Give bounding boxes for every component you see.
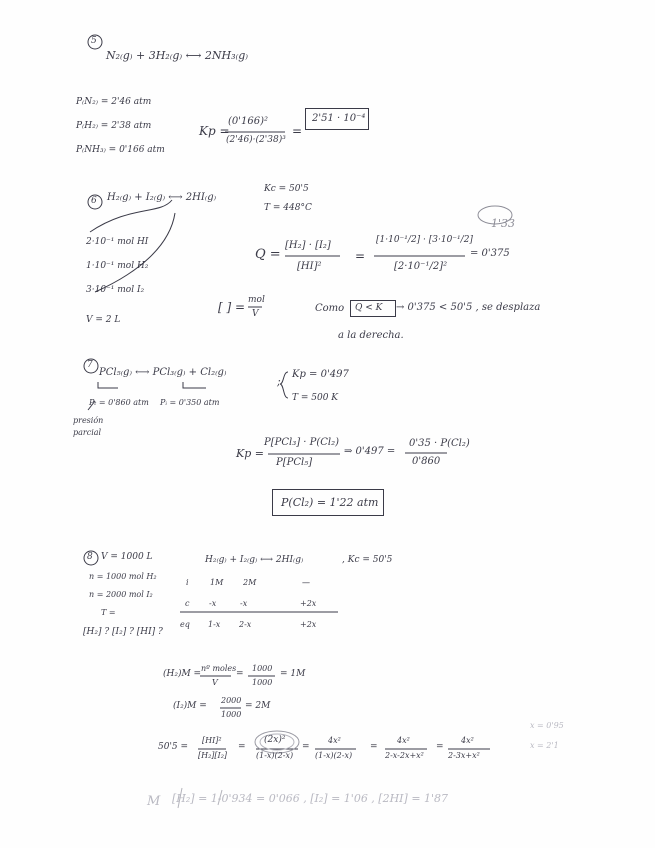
problem-8-temperature: T = xyxy=(101,608,116,617)
problem-7-result-box xyxy=(272,489,384,516)
problem-8-c-h2-result: = 1M xyxy=(280,669,306,679)
problem-8-c-h2-equals: = xyxy=(236,669,244,679)
problem-8-c-h2-label: (H₂)M = xyxy=(163,669,202,679)
problem-8-c-h2-denominator: V xyxy=(212,678,218,687)
problem-8-c-h2-denominator-2: 1000 xyxy=(252,678,273,687)
problem-5-kp-result: 2'51 · 10⁻⁴ xyxy=(312,113,366,124)
problem-5-equals: = xyxy=(292,124,303,138)
problem-6-conc-numerator: mol xyxy=(248,295,265,305)
ice-row-eq-hi: +2x xyxy=(300,620,317,629)
problem-7-substitution: ⇒ 0'497 = xyxy=(344,446,396,457)
problem-5-kp-numerator: (0'166)² xyxy=(228,116,269,127)
problem-8-f2-denominator: (1-x)(2-x) xyxy=(315,751,353,760)
problem-7-separator: ; xyxy=(277,375,281,388)
problem-5-kp-denominator: (2'46)·(2'38)³ xyxy=(226,135,286,145)
problem-5-kp-label: Kp = xyxy=(199,124,230,138)
problem-8-f4-numerator: 4x² xyxy=(461,736,474,745)
problem-7-kp-numerator: P[PCl₃] · P(Cl₂) xyxy=(264,437,340,448)
problem-7-note-presion: presión xyxy=(73,416,104,425)
ice-row-i-label: i xyxy=(186,578,189,587)
problem-6-number: 6 xyxy=(91,196,97,206)
ice-row-i-i2: 2M xyxy=(243,578,257,587)
problem-8-equals-2: = xyxy=(302,742,310,752)
problem-6-fraction-denominator: [2·10⁻¹/2]² xyxy=(394,261,448,272)
problem-6-q-numerator: [H₂] · [I₂] xyxy=(285,240,331,251)
problem-8-question: [H₂] ? [I₂] ? [HI] ? xyxy=(83,627,163,637)
problem-6-q-less-k: Q < K xyxy=(355,303,383,313)
problem-6-comparison: → 0'375 < 50'5 , se desplaza xyxy=(396,302,541,313)
problem-8-n-h2: n = 1000 mol H₂ xyxy=(89,572,157,581)
ice-row-c-i2: -x xyxy=(240,599,248,608)
problem-8-f4-denominator: 2-3x+x² xyxy=(448,751,480,760)
problem-5-p-nh3: P₍NH₃₎ = 0'166 atm xyxy=(76,145,165,155)
problem-8-c-i2-result: = 2M xyxy=(245,701,271,711)
problem-6-kc: Kc = 50'5 xyxy=(264,184,309,194)
problem-8-n-i2: n = 2000 mol I₂ xyxy=(89,590,153,599)
problem-8-number: 8 xyxy=(87,552,93,562)
ice-row-eq-h2: 1-x xyxy=(208,620,221,629)
problem-6-temperature: T = 448°C xyxy=(264,203,312,213)
problem-8-final-m: M xyxy=(147,794,161,809)
ice-row-c-label: c xyxy=(185,599,190,608)
problem-6-conc-denominator: V xyxy=(252,309,259,319)
problem-8-f2-numerator: 4x² xyxy=(328,736,341,745)
problem-8-equals-4: = xyxy=(436,742,444,752)
problem-8-equals-3: = xyxy=(370,742,378,752)
problem-6-reaction: H₂₍g₎ + I₂₍g₎ ⟷ 2HI₍g₎ xyxy=(107,192,217,203)
problem-8-kc: , Kc = 50'5 xyxy=(342,555,393,565)
problem-8-f1-numerator: (2x)² xyxy=(264,735,286,745)
problem-8-kc-denominator: [H₂][I₂] xyxy=(198,751,228,760)
problem-5-result-box xyxy=(305,108,369,130)
problem-7-partial-pressure: Pᵢ = 0'350 atm xyxy=(160,398,220,407)
problem-8-c-i2-label: (I₂)M = xyxy=(173,701,207,711)
problem-8-c-h2-numerator: nº moles xyxy=(201,664,237,673)
problem-8-volume: V = 1000 L xyxy=(101,552,153,562)
problem-6-data-h2: 1·10⁻¹ mol H₂ xyxy=(86,261,149,271)
problem-8-final-answer: [H₂] = 1-0'934 = 0'066 , [I₂] = 1'06 , [2HI] = 1'87 xyxy=(172,792,449,805)
problem-8-equals-1: = xyxy=(238,742,246,752)
problem-8-f3-denominator: 2-x-2x+x² xyxy=(385,751,424,760)
problem-6-q-result: = 0'375 xyxy=(470,248,510,259)
ice-row-eq-label: eq xyxy=(180,620,190,629)
problem-6-como: Como xyxy=(315,303,345,314)
ice-row-i-h2: 1M xyxy=(210,578,224,587)
problem-5-number: 5 xyxy=(91,36,97,46)
problem-6-data-hi: 2·10⁻¹ mol HI xyxy=(86,237,149,247)
problem-8-c-i2-numerator: 2000 xyxy=(221,696,242,705)
problem-7-frac-denominator: 0'860 xyxy=(412,456,441,467)
problem-5-p-n2: P₍N₂₎ = 2'46 atm xyxy=(76,97,152,107)
problem-8-f3-numerator: 4x² xyxy=(397,736,410,745)
ice-row-eq-i2: 2-x xyxy=(239,620,252,629)
problem-7-total-pressure: Pₜ = 0'860 atm xyxy=(89,398,149,407)
problem-6-volume: V = 2 L xyxy=(86,315,121,325)
problem-6-q-box xyxy=(350,300,396,317)
problem-7-kp-label: Kp = xyxy=(236,447,264,460)
problem-8-kc-label: 50'5 = xyxy=(158,742,189,752)
problem-7-note-parcial: parcial xyxy=(73,428,102,437)
problem-7-result: P(Cl₂) = 1'22 atm xyxy=(281,496,379,509)
ice-row-c-h2: -x xyxy=(209,599,217,608)
problem-6-q-label: Q = xyxy=(255,247,281,262)
problem-6-conc-label: [ ] = xyxy=(218,300,246,314)
problem-8-reaction: H₂₍g₎ + I₂₍g₎ ⟷ 2HI₍g₎ xyxy=(205,555,304,565)
problem-8-c-i2-denominator: 1000 xyxy=(221,710,242,719)
problem-8-f1-denominator: (1-x)(2-x) xyxy=(256,751,294,760)
problem-6-conclusion: a la derecha. xyxy=(338,330,404,341)
problem-5-p-h2: P₍H₂₎ = 2'38 atm xyxy=(76,121,152,131)
ice-row-c-hi: +2x xyxy=(300,599,317,608)
problem-6-q-denominator: [HI]² xyxy=(297,261,322,272)
problem-6-q-equals: = xyxy=(355,249,366,263)
problem-7-number: 7 xyxy=(87,360,93,370)
problem-7-kp-denominator: P[PCl₅] xyxy=(276,457,313,468)
problem-8-side-note-1: x = 0'95 xyxy=(530,721,564,730)
problem-6-side-note: 1'33 xyxy=(491,217,516,230)
problem-8-c-h2-numerator-2: 1000 xyxy=(252,664,273,673)
problem-8-kc-numerator: [HI]² xyxy=(202,736,222,745)
ice-row-i-hi: — xyxy=(302,578,310,587)
problem-7-kp: Kp = 0'497 xyxy=(292,369,349,380)
problem-8-side-note-2: x = 2'1 xyxy=(530,741,559,750)
problem-6-data-i2: 3·10⁻¹ mol I₂ xyxy=(86,285,145,295)
problem-7-reaction: PCl₅₍g₎ ⟷ PCl₃₍g₎ + Cl₂₍g₎ xyxy=(99,367,227,378)
problem-7-temperature: T = 500 K xyxy=(292,393,339,403)
problem-7-frac-numerator: 0'35 · P(Cl₂) xyxy=(409,438,470,449)
problem-6-fraction-numerator: [1·10⁻¹/2] · [3·10⁻¹/2] xyxy=(376,235,473,245)
problem-5-reaction: N₂₍g₎ + 3H₂₍g₎ ⟷ 2NH₃₍g₎ xyxy=(106,49,248,62)
